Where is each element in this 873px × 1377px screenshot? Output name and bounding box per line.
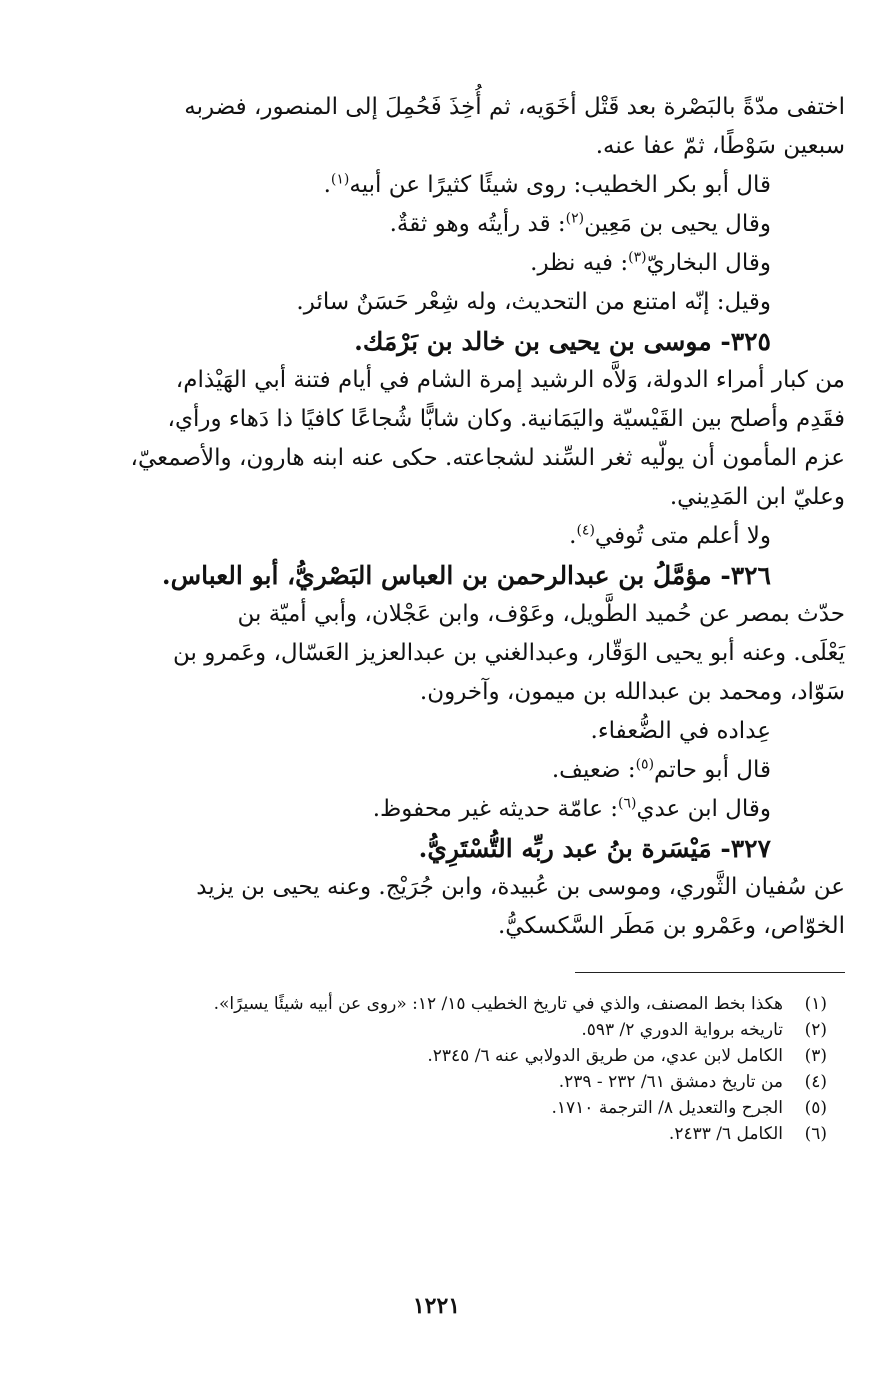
text-line: وعليّ ابن المَدِيني. [669,484,845,510]
quote-ibn-main [28,205,845,244]
text-line: وقيل: إنّه امتنع من التحديث، وله شِعْر حَسَنٌ سائر. [296,289,771,315]
text-segment: : قد رأيتُه وهو ثقةٌ. [389,211,566,237]
footnote-text: تاريخه برواية الدوري ٢/ ٥٩٣. [581,1020,783,1040]
text-line: حدّث بمصر عن حُميد الطَّويل، وعَوْف، وابن عَجْلان، وأبي أميّة بن [237,601,845,627]
footnote-divider [575,972,845,973]
text-line: من كبار أمراء الدولة، وَلاَّه الرشيد إمرة الشام في أيام فتنة أبي الهَيْذام، [175,367,845,393]
text-line: عزم المأمون أن يولّيه ثغر السِّند لشجاعته. حكى عنه ابنه هارون، والأصمعيّ، [130,445,845,471]
footnote-number: (٥) [804,1098,827,1118]
text-segment: . [323,172,331,198]
page-number: ١٢٢١ [412,1293,461,1319]
footnote-item [28,991,827,1017]
footnote-number: (٢) [804,1020,827,1040]
death-note [28,517,845,556]
text-segment: وقال البخاريّ [646,250,771,276]
footnote-text: هكذا بخط المصنف، والذي في تاريخ الخطيب ١٥/ ١٢: «روى عن أبيه شيئًا يسيرًا». [213,994,783,1014]
quote-ibn-adi [28,790,845,829]
text-segment: : عامّة حديثه غير محفوظ. [372,796,618,822]
footnote-text: من تاريخ دمشق ٦١/ ٢٣٢ - ٢٣٩. [558,1072,783,1092]
text-line: اختفى مدّةً بالبَصْرة بعد قَتْل أخَوَيه، ثم أُخِذَ فَحُمِلَ إلى المنصور، فضربه [184,94,845,120]
footnote-number: (٤) [804,1072,827,1092]
text-segment: ولا أعلم متى تُوفي [594,523,771,549]
text-line: سَوّاد، ومحمد بن عبدالله بن ميمون، وآخرون. [419,679,845,705]
footnote-ref: (٦) [617,795,637,812]
footnote-item [28,1121,827,1147]
quote-khatib [28,166,845,205]
entry-heading-326: ٣٢٦- مؤمَّلُ بن عبدالرحمن بن العباس البَصْريُّ، أبو العباس. [161,561,771,590]
text-line: سبعين سَوْطًا، ثمّ عفا عنه. [595,133,845,159]
entry-heading-327: ٣٢٧- مَيْسَرة بنُ عبد ربِّه التُّسْتَرِيُّ. [418,834,771,863]
text-segment: وقال يحيى بن مَعِين [584,211,771,237]
entry-heading-325: ٣٢٥- موسى بن يحيى بن خالد بن بَرْمَك. [354,327,771,356]
quote-bukhari [28,244,845,283]
footnotes [28,991,845,1147]
text-segment: : فيه نظر. [530,250,629,276]
text-line: يَعْلَى. وعنه أبو يحيى الوَقّار، وعبدالغني بن عبدالعزيز العَسّال، وعَمرو بن [172,640,845,666]
text-line: الخوّاص، وعَمْرو بن مَطَر السَّكسكيُّ. [497,913,845,939]
footnote-text: الكامل ٦/ ٢٤٣٣. [668,1124,783,1144]
footnote-text: الجرح والتعديل ٨/ الترجمة ١٧١٠. [551,1098,783,1118]
main-text [28,88,845,1147]
text-line: عِداده في الضُّعفاء. [590,718,771,744]
text-line: فقَدِم وأصلح بين القَيْسيّة واليَمَانية. وكان شابًّا شُجاعًا كافيًا ذا دَهاء ورأي، [167,406,845,432]
footnote-item [28,1095,827,1121]
footnote-text: الكامل لابن عدي، من طريق الدولابي عنه ٦/ ٢٣٤٥. [427,1046,783,1066]
footnote-item [28,1017,827,1043]
footnote-item [28,1043,827,1069]
text-segment: قال أبو بكر الخطيب: روى شيئًا كثيرًا عن أبيه [349,172,771,198]
footnote-number: (٦) [804,1124,827,1144]
quote-abu-hatim [28,751,845,790]
footnote-ref: (١) [330,171,350,188]
footnote-ref: (٣) [628,249,647,266]
text-segment: . [569,523,577,549]
text-segment: وقال ابن عدي [636,796,771,822]
footnote-ref: (٥) [635,756,655,773]
footnote-ref: (٢) [565,210,585,227]
footnote-ref: (٤) [576,522,595,539]
footnote-item [28,1069,827,1095]
text-segment: قال أبو حاتم [654,757,771,783]
text-segment: : ضعيف. [551,757,636,783]
footnote-number: (٣) [804,1046,827,1066]
footnote-number: (١) [804,994,827,1014]
text-line: عن سُفيان الثَّوري، وموسى بن عُبيدة، وابن جُرَيْج. وعنه يحيى بن يزيد [196,874,845,900]
